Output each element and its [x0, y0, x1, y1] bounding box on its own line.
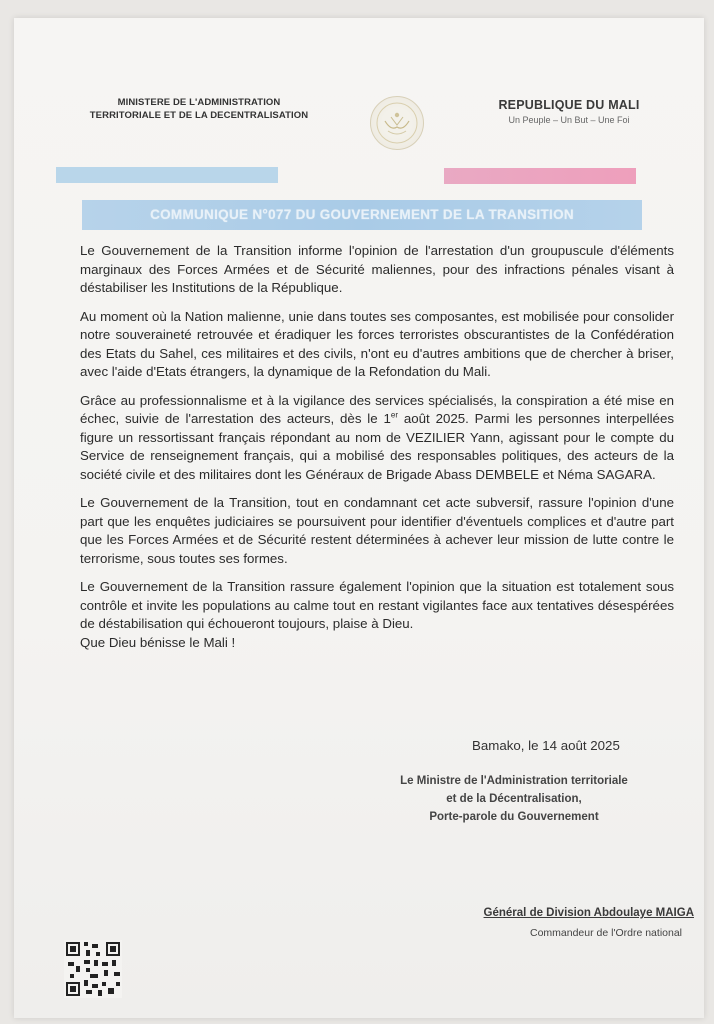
qr-code-icon	[64, 940, 122, 998]
signatory-line-1: Le Ministre de l'Administration territoriale	[400, 775, 628, 787]
signatory-line-3: Porte-parole du Gouvernement	[429, 811, 599, 823]
signatory-line-2: et de la Décentralisation,	[446, 793, 582, 805]
paragraph-5: Le Gouvernement de la Transition rassure également l'opinion que la situation est totalement sous contrôle et invite les populations au calme tout en restant vigilantes face aux tentatives désespérées de déstabilisation qui échoueront toujours, plaise à Dieu.	[80, 579, 674, 631]
coat-of-arms-seal	[370, 96, 424, 150]
paragraph-1: Le Gouvernement de la Transition informe l'opinion de l'arrestation d'un groupuscule d'éléments marginaux des Forces Armées et de Sécurité maliennes, pour des infractions pénales visant à déstabiliser les Institutions de la République.	[80, 243, 674, 295]
paragraph-4: Le Gouvernement de la Transition, tout en condamnant cet acte subversif, rassure l'opinion d'une part que les enquêtes judiciaires se poursuivent pour identifier d'éventuels complices et d'autre part que les Forces Armées et de Sécurité restent déterminées à achever leur mission de lutte contre le terrorisme, sous toutes ses formes.	[80, 495, 674, 566]
communique-title-band	[82, 200, 642, 230]
republic-header	[484, 98, 654, 125]
signatory-name: Général de Division Abdoulaye MAIGA	[483, 907, 694, 919]
ordinal-superscript: er	[390, 410, 399, 420]
paragraph-3	[80, 392, 674, 485]
ministry-line-1: MINISTERE DE L'ADMINISTRATION	[117, 97, 281, 108]
paragraph-3-part-b: août 2025. Parmi les personnes interpellées figure un ressortissant français répondant au nom de VEZILIER Yann, agissant pour le compte du Service de renseignement français, qui a mobilisé des responsables politiques, des acteurs de la société civile et des militaires dont les Généraux de Brigade Abass DEMBELE et Néma SAGARA.	[80, 411, 674, 482]
ministry-header	[74, 96, 324, 122]
signatory-distinction: Commandeur de l'Ordre national	[530, 927, 682, 939]
republic-title: REPUBLIQUE DU MALI	[498, 98, 640, 112]
communique-title: COMMUNIQUE N°077 DU GOUVERNEMENT DE LA TRANSITION	[150, 207, 574, 222]
paragraph-2: Au moment où la Nation malienne, unie dans toutes ses composantes, est mobilisée pour consolider notre souveraineté retrouvée et éradiquer les forces terroristes obscurantistes de la Confédération des Etats du Sahel, ces militaires et des civils, n'ont eu d'autres ambitions que de chercher à briser, avec l'aide d'Etats étrangers, la dynamique de la Refondation du Mali.	[80, 308, 674, 379]
republic-motto: Un Peuple – Un But – Une Foi	[508, 115, 630, 125]
place-and-date: Bamako, le 14 août 2025	[472, 738, 620, 753]
decorative-pink-bar	[444, 168, 636, 184]
paragraph-3-part-a: Grâce au professionnalisme et à la vigilance des services spécialisés, la conspiration a été mise en échec, suivie de l'arrestation des acteurs, dès le 1	[80, 392, 674, 426]
closing-line: Que Dieu bénisse le Mali !	[80, 634, 236, 650]
signatory-block	[384, 772, 644, 826]
communique-body	[80, 242, 674, 652]
document-page	[14, 18, 704, 1018]
seal-emblem-icon	[371, 97, 423, 149]
ministry-line-2: TERRITORIALE ET DE LA DECENTRALISATION	[89, 110, 309, 121]
decorative-blue-bar	[56, 167, 278, 183]
